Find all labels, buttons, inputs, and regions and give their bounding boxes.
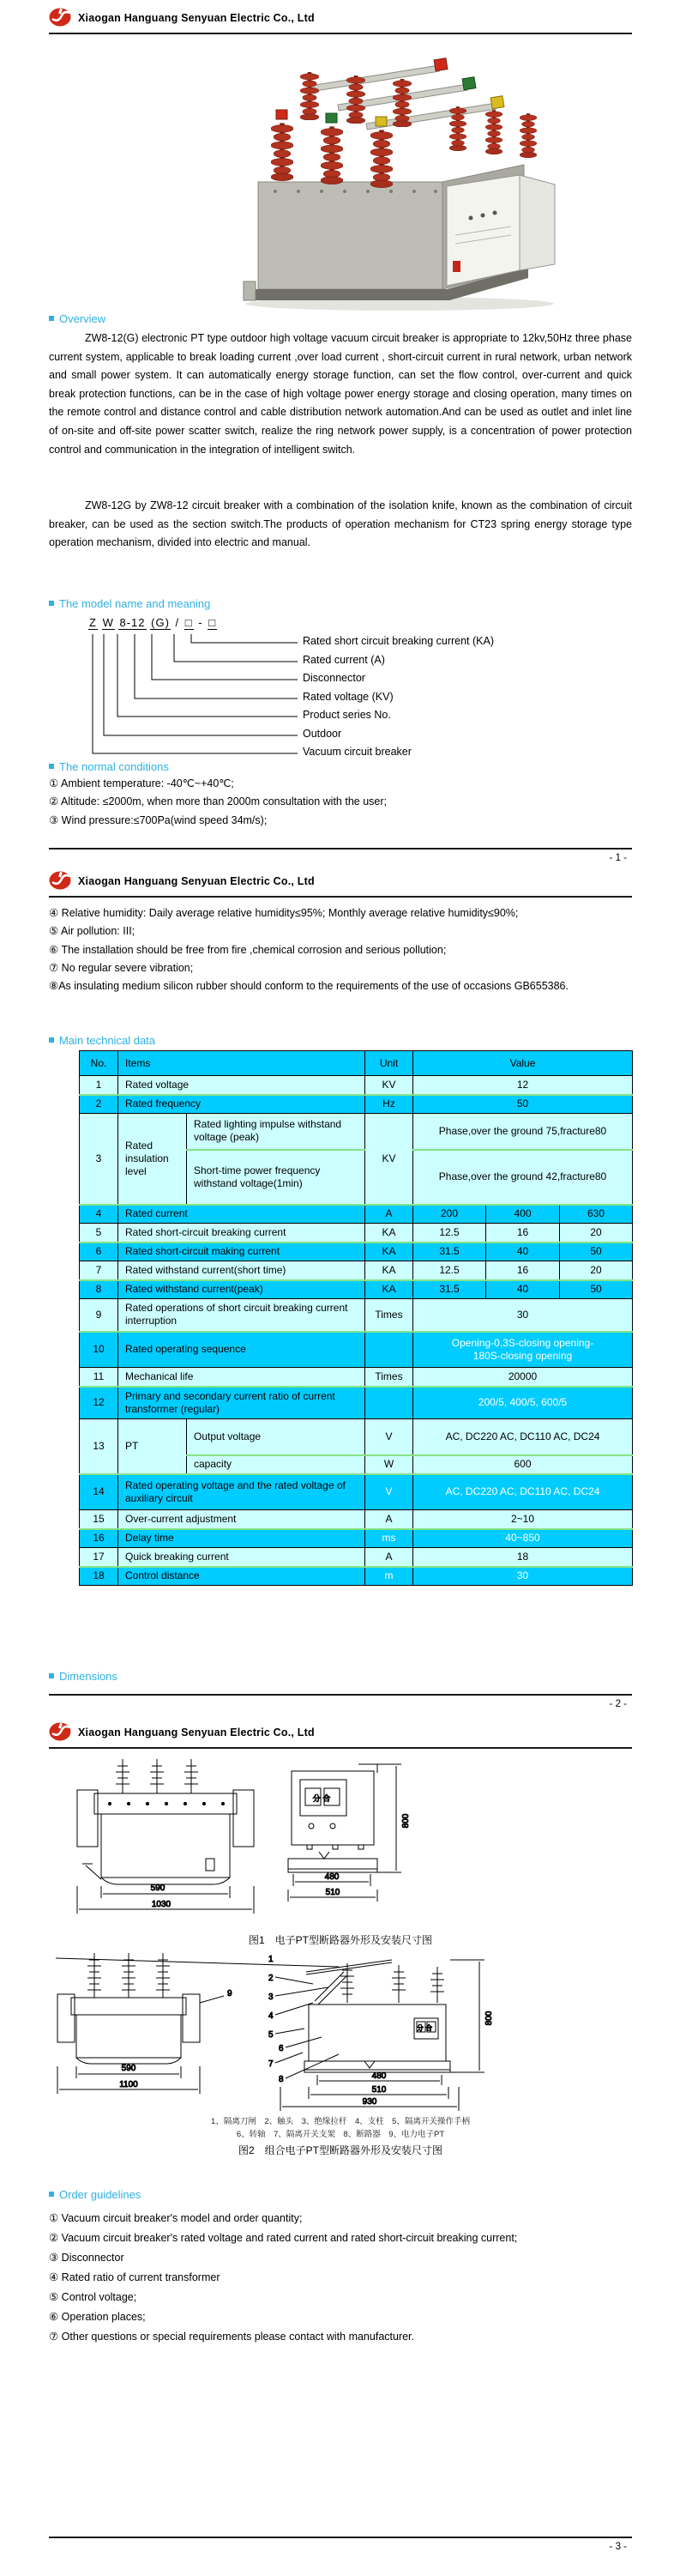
cell-item: Rated short-circuit breaking current	[118, 1224, 365, 1243]
table-row	[80, 1567, 633, 1586]
cell-value: Phase,over the ground 42,fracture80	[413, 1150, 633, 1205]
table-row	[80, 1261, 633, 1280]
cell-value: 12	[413, 1076, 633, 1095]
table-row	[80, 1280, 633, 1299]
page3-footer-rule	[49, 2537, 632, 2538]
cell-item: Rated withstand current(peak)	[118, 1280, 365, 1299]
conditions-heading	[49, 760, 169, 773]
cell-unit: Hz	[365, 1095, 413, 1114]
table-row	[80, 1095, 633, 1114]
cell-unit: KV	[365, 1114, 413, 1205]
model-label: Vacuum circuit breaker	[303, 746, 412, 758]
model-label: Rated current (A)	[303, 654, 385, 666]
cell-item: Over-current adjustment	[118, 1510, 365, 1529]
table-row	[80, 1474, 633, 1510]
model-label: Product series No.	[303, 709, 391, 721]
model-token: W	[102, 616, 114, 629]
fig2-callout-2: 2	[268, 1974, 274, 1983]
fig2-dim-930: 930	[362, 2097, 377, 2107]
company-name: Xiaogan Hanguang Senyuan Electric Co., Ltd	[78, 875, 315, 887]
cell-value: 50	[560, 1243, 633, 1261]
condition-item: ① Ambient temperature: -40℃~+40℃;	[49, 777, 234, 789]
fig1-dim-480: 480	[324, 1872, 340, 1882]
cell-unit: ms	[365, 1529, 413, 1548]
fig2-callout-9: 9	[227, 1989, 232, 1999]
bullet-square-icon	[49, 1037, 54, 1043]
cell-value: 31.5	[413, 1280, 486, 1299]
cell-no: 15	[80, 1510, 118, 1529]
figure2-caption: 图2 组合电子PT型断路器外形及安装尺寸图	[238, 2144, 442, 2156]
bullet-square-icon	[49, 764, 54, 769]
dimensions-heading	[49, 1670, 117, 1683]
conditions-heading-label: The normal conditions	[59, 760, 169, 773]
cell-value: 20	[560, 1224, 633, 1243]
cell-value: 31.5	[413, 1243, 486, 1261]
cell-item: Quick breaking current	[118, 1548, 365, 1567]
col-header-unit: Unit	[365, 1051, 413, 1076]
cell-subitem: capacity	[187, 1455, 365, 1474]
technical-data-heading	[49, 1034, 155, 1047]
cell-unit	[365, 1332, 413, 1368]
fig2-callout-8: 8	[279, 2075, 284, 2084]
cell-value: 40	[486, 1243, 560, 1261]
cell-unit: V	[365, 1419, 413, 1455]
model-token: Z	[89, 616, 97, 629]
model-token: □	[184, 616, 193, 629]
cell-value: 12.5	[413, 1261, 486, 1280]
cell-unit: KA	[365, 1224, 413, 1243]
page1-header	[49, 5, 632, 34]
cell-unit: KV	[365, 1076, 413, 1095]
model-token: /	[175, 616, 180, 629]
cell-value: 16	[486, 1261, 560, 1280]
table-row	[80, 1387, 633, 1419]
condition-item: ⑥ The installation should be free from fire ,chemical corrosion and serious pollution;	[49, 943, 447, 956]
page3-number: - 3 -	[609, 2542, 627, 2552]
company-logo-icon	[49, 1721, 73, 1746]
cell-no: 14	[80, 1474, 118, 1510]
cell-unit: m	[365, 1567, 413, 1586]
figure2-legend-line2: 6、转轴 7、隔离开关支架 8、断路器 9、电力电子PT	[236, 2130, 445, 2139]
page3-header	[49, 1720, 632, 1749]
order-item: ⑦ Other questions or special requirements please contact with manufacturer.	[49, 2331, 415, 2343]
cell-no: 3	[80, 1114, 118, 1205]
technical-data-table	[79, 1050, 633, 1586]
cell-value: 600	[413, 1455, 633, 1474]
cell-value: 630	[560, 1205, 633, 1224]
cell-unit: V	[365, 1474, 413, 1510]
page2-header	[49, 868, 632, 898]
cell-group: Rated insulation level	[118, 1114, 187, 1205]
cell-item: Rated operating sequence	[118, 1332, 365, 1368]
cell-value: 12.5	[413, 1224, 486, 1243]
bullet-square-icon	[49, 2192, 54, 2197]
fig2-dim-1100: 1100	[119, 2080, 138, 2089]
cell-unit: W	[365, 1455, 413, 1474]
cell-unit: A	[365, 1205, 413, 1224]
fig2-callout-4: 4	[268, 2011, 274, 2021]
condition-item: ② Altitude: ≤2000m, when more than 2000m consultation with the user;	[49, 795, 387, 808]
cell-value: 200	[413, 1205, 486, 1224]
order-item: ③ Disconnector	[49, 2252, 124, 2264]
order-item: ⑤ Control voltage;	[49, 2291, 137, 2303]
overview-heading	[49, 312, 105, 325]
cell-value: Opening-0.3S-closing opening-180S-closing opening	[413, 1332, 633, 1368]
model-token: (G)	[151, 616, 170, 629]
fig1-dim-1030: 1030	[151, 1900, 172, 1909]
page1-footer-rule	[49, 848, 632, 850]
order-item: ④ Rated ratio of current transformer	[49, 2271, 220, 2283]
cell-value: 18	[413, 1548, 633, 1567]
cell-item: Delay time	[118, 1529, 365, 1548]
condition-item: ④ Relative humidity: Daily average relative humidity≤95%; Monthly average relative humidity≤90%;	[49, 907, 519, 919]
cell-value: 2~10	[413, 1510, 633, 1529]
col-header-value: Value	[413, 1051, 633, 1076]
figure2-drawing	[56, 1951, 506, 2117]
cell-value: 400	[486, 1205, 560, 1224]
fig2-dim-510: 510	[371, 2085, 387, 2095]
cell-no: 8	[80, 1280, 118, 1299]
table-row	[80, 1548, 633, 1567]
technical-data-heading-label: Main technical data	[59, 1034, 156, 1047]
cell-unit: Times	[365, 1299, 413, 1332]
cell-subitem: Output voltage	[187, 1419, 365, 1455]
condition-item: ⑦ No regular severe vibration;	[49, 961, 194, 974]
fig2-callout-3: 3	[268, 1992, 274, 2002]
col-header-items: Items	[118, 1051, 365, 1076]
cell-no: 7	[80, 1261, 118, 1280]
fig2-dim-480: 480	[371, 2071, 387, 2081]
table-row	[80, 1243, 633, 1261]
model-code	[88, 616, 217, 629]
overview-heading-label: Overview	[59, 312, 106, 325]
fig2-callout-7: 7	[268, 2059, 274, 2069]
cell-value: 40	[486, 1280, 560, 1299]
cell-value: 50	[413, 1095, 633, 1114]
fig2-dim-800: 800	[484, 2011, 494, 2026]
cell-no: 9	[80, 1299, 118, 1332]
overview-paragraph-2: ZW8-12G by ZW8-12 circuit breaker with a combination of the isolation knife, known as the combination of circuit breaker, can be used as the section switch.The products of operation mechanism for CT23 spring energy storage type operation mechanism, divided into electric and manual.	[49, 499, 632, 549]
order-guidelines-list	[49, 2209, 632, 2347]
model-token: □	[208, 616, 217, 629]
fig2-dim-590: 590	[121, 2064, 136, 2073]
page1-number: - 1 -	[609, 853, 627, 863]
cell-unit: A	[365, 1510, 413, 1529]
conditions-continued-list	[49, 904, 632, 995]
table-row	[80, 1368, 633, 1387]
bullet-square-icon	[49, 1673, 54, 1678]
table-header-row	[80, 1051, 633, 1076]
table-row	[80, 1114, 633, 1150]
company-name: Xiaogan Hanguang Senyuan Electric Co., Ltd	[78, 12, 315, 24]
figure2-legend-line1: 1、隔离刀闸 2、触头 3、绝缘拉杆 4、支柱 5、隔离开关操作手柄	[211, 2117, 470, 2126]
order-guidelines-heading	[49, 2188, 141, 2201]
company-logo-icon	[49, 7, 73, 32]
cell-unit	[365, 1387, 413, 1419]
fig1-dim-800: 800	[401, 1813, 411, 1829]
cell-no: 1	[80, 1076, 118, 1095]
cell-item: Primary and secondary current ratio of current transformer (regular)	[118, 1387, 365, 1419]
cell-value: 20000	[413, 1368, 633, 1387]
model-connector-lines	[49, 631, 299, 770]
model-label: Rated short circuit breaking current (KA)	[303, 635, 495, 647]
dimensions-heading-label: Dimensions	[59, 1670, 117, 1683]
figure1-caption: 图1 电子PT型断路器外形及安装尺寸图	[248, 1934, 432, 1946]
cell-no: 6	[80, 1243, 118, 1261]
cell-no: 10	[80, 1332, 118, 1368]
cell-item: Control distance	[118, 1567, 365, 1586]
order-guidelines-heading-label: Order guidelines	[59, 2188, 141, 2201]
cell-group: PT	[118, 1419, 187, 1474]
table-row	[80, 1419, 633, 1455]
table-row	[80, 1332, 633, 1368]
table-row	[80, 1224, 633, 1243]
cell-unit: KA	[365, 1243, 413, 1261]
cell-value: AC, DC220 AC, DC110 AC, DC24	[413, 1419, 633, 1455]
cell-value: 200/5, 400/5, 600/5	[413, 1387, 633, 1419]
cell-no: 11	[80, 1368, 118, 1387]
model-token: -	[198, 616, 203, 629]
order-item: ① Vacuum circuit breaker's model and order quantity;	[49, 2212, 303, 2224]
bullet-square-icon	[49, 316, 54, 321]
cell-item: Rated voltage	[118, 1076, 365, 1095]
cell-no: 5	[80, 1224, 118, 1243]
fig1-dim-510: 510	[325, 1888, 340, 1897]
cell-no: 17	[80, 1548, 118, 1567]
page2-number: - 2 -	[609, 1699, 627, 1709]
cell-value: Phase,over the ground 75,fracture80	[413, 1114, 633, 1150]
cell-subitem: Rated lighting impulse withstand voltage (peak)	[187, 1114, 365, 1150]
condition-item: ③ Wind pressure:≤700Pa(wind speed 34m/s);	[49, 813, 268, 826]
cell-no: 16	[80, 1529, 118, 1548]
model-heading-label: The model name and meaning	[59, 597, 211, 610]
cell-value: 50	[560, 1280, 633, 1299]
cell-unit: Times	[365, 1368, 413, 1387]
table-row	[80, 1510, 633, 1529]
model-heading	[49, 597, 210, 610]
page2-footer-rule	[49, 1694, 632, 1696]
table-row	[80, 1299, 633, 1332]
company-logo-icon	[49, 870, 73, 895]
fig2-callout-1: 1	[268, 1955, 274, 1964]
cell-subitem: Short-time power frequency withstand voltage(1min)	[187, 1150, 365, 1205]
cell-no: 13	[80, 1419, 118, 1474]
col-header-no: No.	[80, 1051, 118, 1076]
cell-unit: A	[365, 1548, 413, 1567]
model-meaning-diagram	[49, 616, 632, 762]
overview-paragraph-1: ZW8-12(G) electronic PT type outdoor high voltage vacuum circuit breaker is appropriate to 12kv,50Hz three phase current system, applicable to break loading current ,over load current , short-circuit current in rural network, urban network and small power system. It can automatically energy storage function, can set the flow control, over-current and quick break protection functions, can be in the case of high voltage power energy storage and closing operation, many times on the remote control and distance control and cable distribution network automation.And can be used as outlet and inlet line of on-site and off-site power scatter switch, realize the ring network power supply, is a concentration of power protection control and communication in the integration of intelligent switch.	[49, 332, 632, 456]
order-item: ⑥ Operation places;	[49, 2311, 146, 2323]
cell-item: Rated withstand current(short time)	[118, 1261, 365, 1280]
cell-item: Mechanical life	[118, 1368, 365, 1387]
fig1-dim-590: 590	[150, 1884, 165, 1893]
fig1-panel-text: 分 合	[312, 1794, 331, 1803]
table-row	[80, 1205, 633, 1224]
fig2-callout-5: 5	[268, 2030, 274, 2040]
cell-value: 20	[560, 1261, 633, 1280]
model-label: Rated voltage (KV)	[303, 691, 394, 703]
cell-item: Rated operating voltage and the rated voltage of auxiliary circuit	[118, 1474, 365, 1510]
condition-item: ⑤ Air pollution: III;	[49, 925, 135, 938]
fig2-panel-text: 分 合	[416, 2024, 433, 2032]
cell-value: 30	[413, 1299, 633, 1332]
cell-value: 40~850	[413, 1529, 633, 1548]
model-label: Disconnector	[303, 672, 365, 684]
cell-item: Rated current	[118, 1205, 365, 1224]
product-photo	[228, 45, 564, 320]
cell-value: 16	[486, 1224, 560, 1243]
order-item: ② Vacuum circuit breaker's rated voltage and rated current and rated short-circuit breaking current;	[49, 2232, 518, 2244]
condition-item: ⑧As insulating medium silicon rubber should conform to the requirements of the use of occasions GB655386.	[49, 980, 569, 993]
figure1-drawing	[75, 1756, 448, 1933]
cell-item: Rated frequency	[118, 1095, 365, 1114]
fig2-callout-6: 6	[279, 2044, 284, 2053]
cell-no: 4	[80, 1205, 118, 1224]
cell-value: AC, DC220 AC, DC110 AC, DC24	[413, 1474, 633, 1510]
table-row	[80, 1529, 633, 1548]
model-label: Outdoor	[303, 728, 342, 740]
cell-no: 18	[80, 1567, 118, 1586]
cell-unit: KA	[365, 1261, 413, 1280]
conditions-list	[49, 775, 632, 830]
company-name: Xiaogan Hanguang Senyuan Electric Co., Ltd	[78, 1726, 315, 1738]
bullet-square-icon	[49, 601, 54, 606]
model-token: 8-12	[119, 616, 146, 629]
cell-no: 2	[80, 1095, 118, 1114]
table-row	[80, 1076, 633, 1095]
cell-value: 30	[413, 1567, 633, 1586]
cell-unit: KA	[365, 1280, 413, 1299]
cell-item: Rated short-circuit making current	[118, 1243, 365, 1261]
cell-item: Rated operations of short circuit breaking current interruption	[118, 1299, 365, 1332]
cell-no: 12	[80, 1387, 118, 1419]
